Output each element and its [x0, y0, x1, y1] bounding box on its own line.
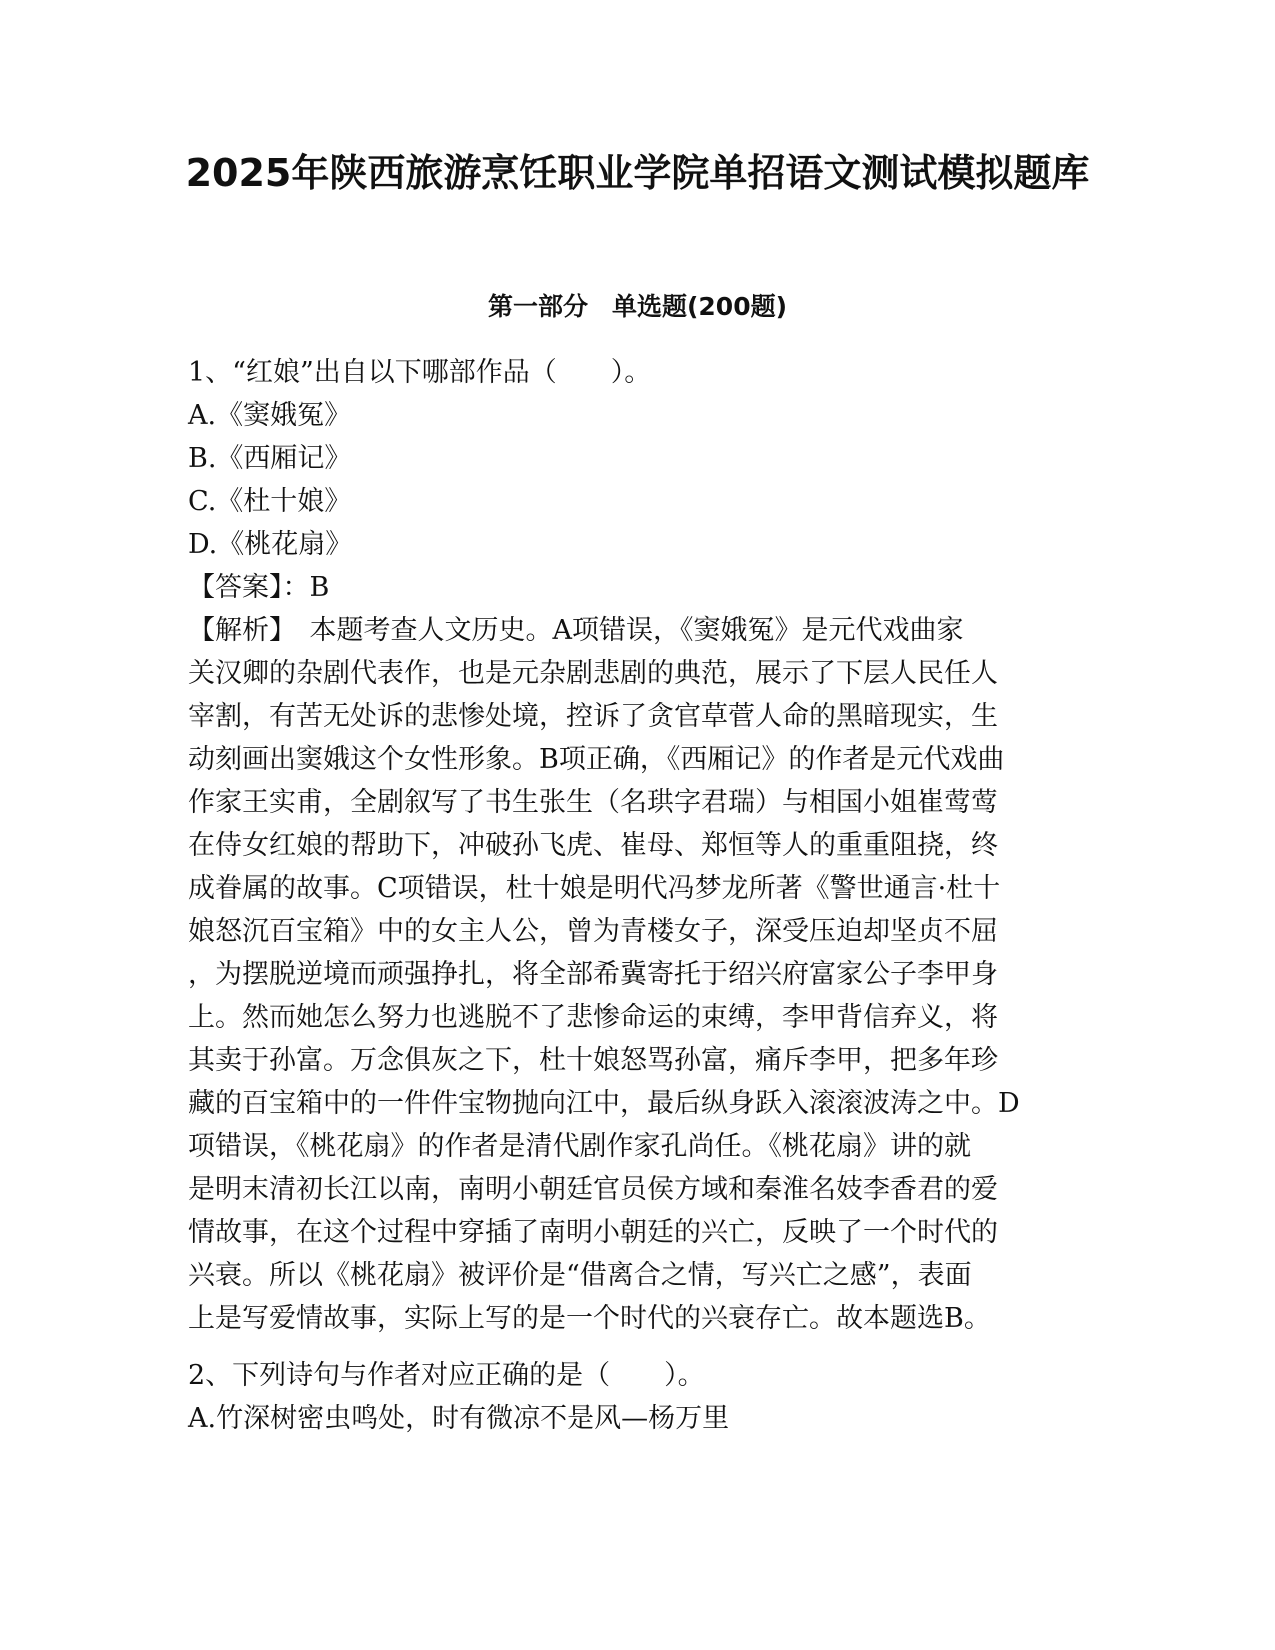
- question-spacer: [188, 1340, 1088, 1354]
- question-list: [188, 351, 1088, 1440]
- answer-line: [188, 566, 1088, 609]
- analysis-line: 情故事，在这个过程中穿插了南明小朝廷的兴亡，反映了一个时代的: [188, 1217, 998, 1248]
- analysis-line: 娘怒沉百宝箱》中的女主人公，曾为青楼女子，深受压迫却坚贞不屈: [188, 916, 998, 947]
- question-2: [188, 1354, 1088, 1440]
- option-a: A.竹深树密虫鸣处，时有微凉不是风—杨万里: [188, 1403, 730, 1434]
- analysis-line: 【解析】 本题考查人文历史。A项错误，《窦娥冤》是元代戏曲家: [188, 615, 964, 646]
- section-part: 第一部分: [487, 292, 588, 321]
- option-a: A.《窦娥冤》: [188, 400, 352, 431]
- question-stem: 1、“红娘”出自以下哪部作品（ ）。: [188, 357, 652, 388]
- question-stem: 2、下列诗句与作者对应正确的是（ ）。: [188, 1360, 705, 1391]
- analysis-line: 宰割，有苦无处诉的悲惨处境，控诉了贪官草菅人命的黑暗现实，生: [188, 701, 998, 732]
- analysis-line: 上是写爱情故事，实际上写的是一个时代的兴衰存亡。故本题选B。: [188, 1303, 991, 1334]
- option-c: C.《杜十娘》: [188, 486, 352, 517]
- question-1: [188, 351, 1088, 1340]
- section-heading: [0, 290, 1275, 324]
- analysis-line: 其卖于孙富。万念俱灰之下，杜十娘怒骂孙富，痛斥李甲，把多年珍: [188, 1045, 998, 1076]
- analysis-line: 关汉卿的杂剧代表作，也是元杂剧悲剧的典范，展示了下层人民任人: [188, 658, 998, 689]
- analysis-line: 项错误，《桃花扇》的作者是清代剧作家孔尚任。《桃花扇》讲的就: [188, 1131, 971, 1162]
- analysis-line: 在侍女红娘的帮助下，冲破孙飞虎、崔母、郑恒等人的重重阻挠，终: [188, 830, 998, 861]
- analysis-line: 作家王实甫，全剧叙写了书生张生（名珙字君瑞）与相国小姐崔莺莺: [188, 787, 998, 818]
- analysis-line: 藏的百宝箱中的一件件宝物抛向江中，最后纵身跃入滚滚波涛之中。D: [188, 1088, 1020, 1119]
- analysis-line: 兴衰。所以《桃花扇》被评价是“借离合之情，写兴亡之感”，表面: [188, 1260, 972, 1291]
- answer-label: 【答案】：: [188, 572, 310, 603]
- section-name: 单选题(200题): [611, 292, 788, 321]
- analysis-line: 上。然而她怎么努力也逃脱不了悲惨命运的束缚，李甲背信弃义，将: [188, 1002, 998, 1033]
- option-b: B.《西厢记》: [188, 443, 352, 474]
- analysis-line: 成眷属的故事。C项错误，杜十娘是明代冯梦龙所著《警世通言·杜十: [188, 873, 1001, 904]
- analysis-line: 是明末清初长江以南，南明小朝廷官员侯方域和秦淮名妓李香君的爱: [188, 1174, 998, 1205]
- answer-value: B: [309, 572, 330, 603]
- analysis-line: 动刻画出窦娥这个女性形象。B项正确，《西厢记》的作者是元代戏曲: [188, 744, 1005, 775]
- document-title: 2025年陕西旅游烹饪职业学院单招语文测试模拟题库: [185, 151, 1090, 195]
- option-d: D.《桃花扇》: [188, 529, 353, 560]
- analysis-block: [188, 609, 1088, 1340]
- analysis-line: ，为摆脱逆境而顽强挣扎，将全部希冀寄托于绍兴府富家公子李甲身: [188, 959, 998, 990]
